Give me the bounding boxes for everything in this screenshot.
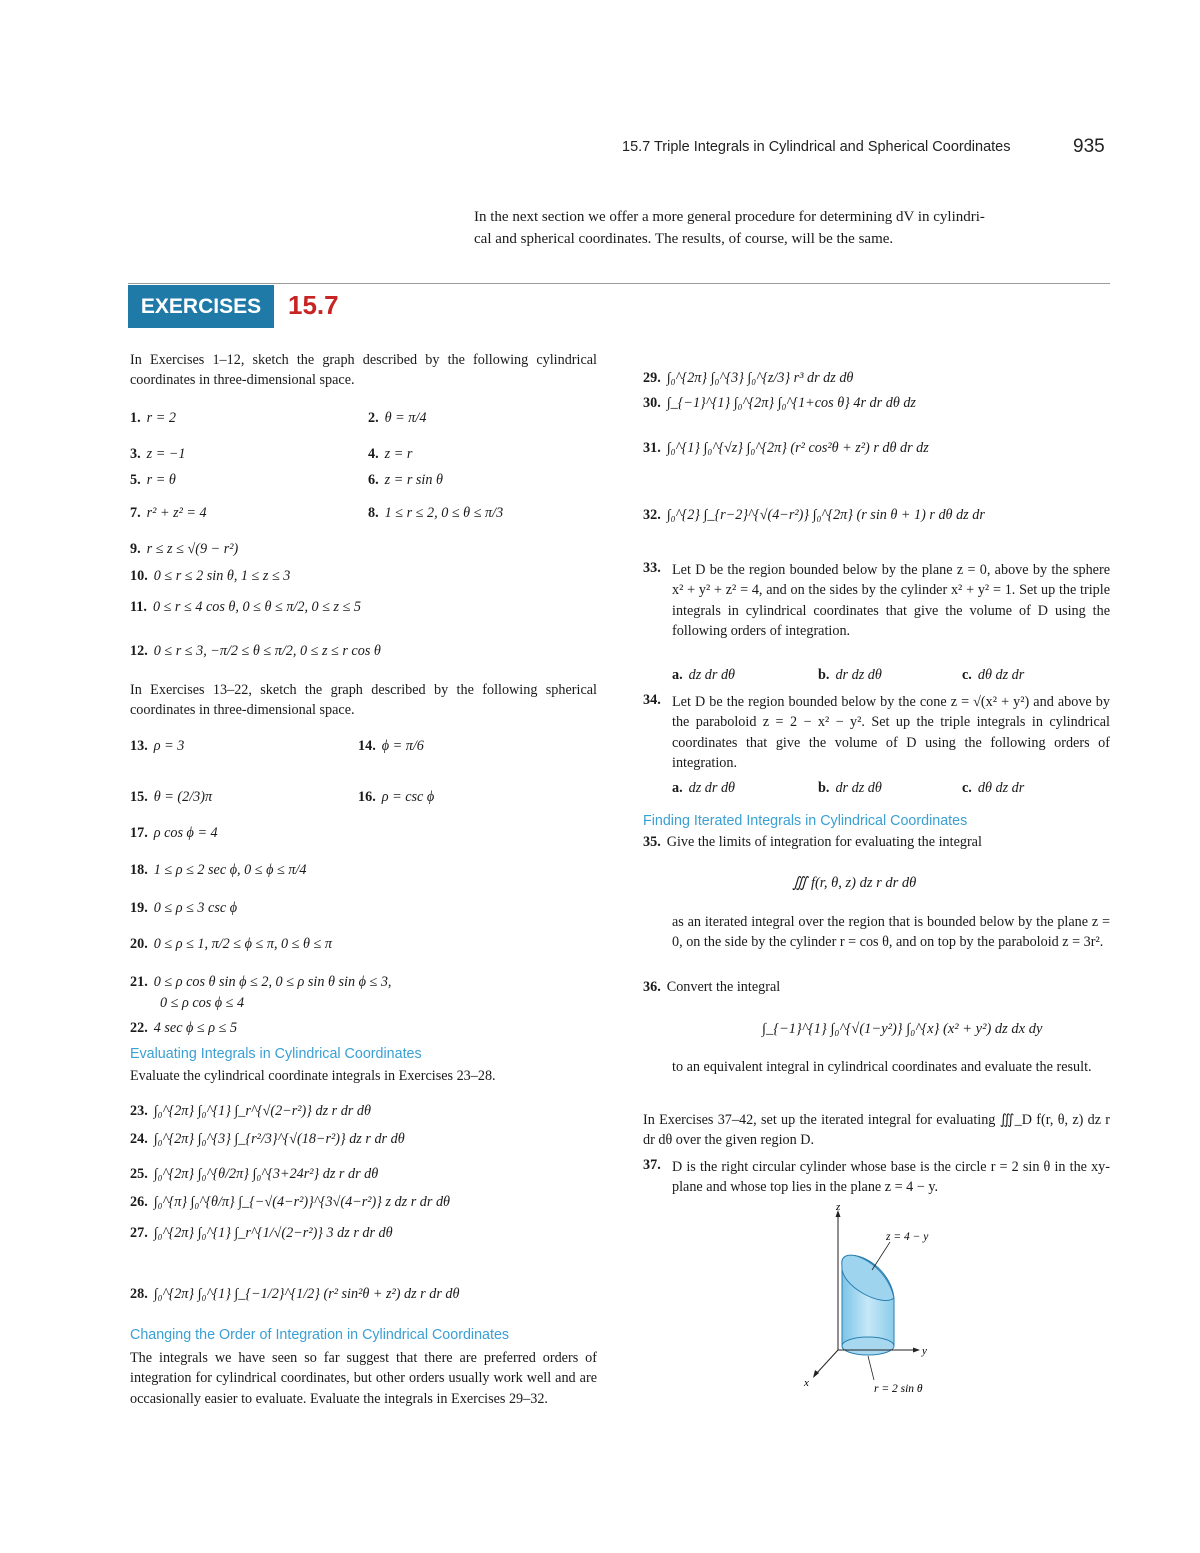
exercise-10: 10. 0 ≤ r ≤ 2 sin θ, 1 ≤ z ≤ 3	[130, 568, 291, 584]
exercise-22: 22. 4 sec ϕ ≤ ρ ≤ 5	[130, 1020, 238, 1036]
page-number: 935	[1073, 136, 1105, 157]
exercise-4-text: z = r	[384, 446, 413, 462]
section-heading-changing-order: Changing the Order of Integration in Cylindrical Coordinates	[130, 1327, 510, 1343]
exercise-33-order-c-text: dθ dz dr	[977, 667, 1025, 683]
exercise-33-order-a: a. dz dr dθ	[672, 667, 736, 683]
exercise-33-order-b: b. dr dz dθ	[818, 667, 882, 683]
exercise-34-order-c-text: dθ dz dr	[977, 780, 1025, 796]
z-axis-label: z	[836, 1201, 841, 1213]
exercise-34-order-c: c. dθ dz dr	[962, 780, 1025, 796]
exercise-7: 7. r² + z² = 4	[130, 505, 207, 521]
exercise-2: 2. θ = π/4	[368, 410, 427, 426]
section-divider	[128, 283, 1110, 284]
base-label-leader	[868, 1356, 874, 1380]
exercise-25: 25. ∫₀^{2π} ∫₀^{θ/2π} ∫₀^{3+24r²} dz r dr dθ	[130, 1166, 379, 1182]
top-label-leader	[872, 1242, 890, 1270]
exercise-11: 11. 0 ≤ r ≤ 4 cos θ, 0 ≤ θ ≤ π/2, 0 ≤ z ≤ 5	[130, 599, 362, 615]
intro-line-2: cal and spherical coordinates. The results, of course, will be the same.	[474, 231, 894, 247]
exercise-22-text: 4 sec ϕ ≤ ρ ≤ 5	[153, 1020, 238, 1036]
exercise-34-number: 34.	[643, 692, 661, 708]
exercise-16-text: ρ = csc ϕ	[381, 789, 435, 805]
exercise-6-text: z = r sin θ	[384, 472, 443, 488]
exercise-34-text: Let D be the region bounded below by the cone z = √(x² + y²) and above by the paraboloid z = 2 − x² − y². Set up the triple integrals in cylindrical coordinates that give the volume of D using the following orders of integration.	[672, 694, 1110, 772]
exercise-5: 5. r = θ	[130, 472, 176, 488]
exercise-9-text: r ≤ z ≤ √(9 − r²)	[146, 541, 239, 557]
exercise-21-text-b: 0 ≤ ρ cos ϕ ≤ 4	[160, 995, 245, 1011]
running-title: 15.7 Triple Integrals in Cylindrical and Spherical Coordinates	[622, 139, 1011, 155]
section-heading-finding-iterated: Finding Iterated Integrals in Cylindrical Coordinates	[643, 813, 968, 829]
intro-line-1: In the next section we offer a more general procedure for determining dV in cylindri-	[474, 209, 985, 225]
exercise-27: 27. ∫₀^{2π} ∫₀^{1} ∫_r^{1/√(2−r²)} 3 dz r dr dθ	[130, 1225, 393, 1241]
exercise-34-order-b: b. dr dz dθ	[818, 780, 882, 796]
exercise-35-continuation: as an iterated integral over the region that is bounded below by the plane z = 0, on the side by the cylinder r = cos θ, and on top by the paraboloid z = 3r².	[672, 914, 1110, 951]
exercise-21-text-a: 0 ≤ ρ cos θ sin ϕ ≤ 2, 0 ≤ ρ sin θ sin ϕ ≤ 3,	[153, 974, 392, 990]
exercise-34-order-a: a. dz dr dθ	[672, 780, 736, 796]
instructions-37-42: In Exercises 37–42, set up the iterated integral for evaluating ∭_D f(r, θ, z) dz r dr dθ over the given region D.	[643, 1112, 1110, 1149]
exercise-33-number: 33.	[643, 560, 661, 576]
exercise-23-text: ∫₀^{2π} ∫₀^{1} ∫_r^{√(2−r²)} dz r dr dθ	[153, 1103, 371, 1119]
exercise-36-text: Convert the integral	[666, 979, 781, 995]
exercise-35-integral	[792, 875, 916, 892]
paragraph-29-32: The integrals we have seen so far suggest that there are preferred orders of integration for cylindrical coordinates, but other orders usually work well and are occasionally easier to evaluate. Evaluate the integrals in Exercises 29–32.	[130, 1350, 597, 1407]
exercises-number: 15.7	[288, 290, 339, 320]
exercise-3-text: z = −1	[146, 446, 186, 462]
exercise-36-integral-text: ∫_{−1}^{1} ∫₀^{√(1−y²)} ∫₀^{x} (x² + y²) dz dx dy	[762, 1021, 1043, 1037]
exercise-8: 8. 1 ≤ r ≤ 2, 0 ≤ θ ≤ π/3	[368, 505, 504, 521]
exercise-32-text: ∫₀^{2} ∫_{r−2}^{√(4−r²)} ∫₀^{2π} (r sin θ + 1) r dθ dz dr	[666, 507, 985, 523]
exercise-30: 30. ∫_{−1}^{1} ∫₀^{2π} ∫₀^{1+cos θ} 4r dr dθ dz	[643, 395, 916, 411]
exercise-25-text: ∫₀^{2π} ∫₀^{θ/2π} ∫₀^{3+24r²} dz r dr dθ	[153, 1166, 379, 1182]
exercise-34-order-b-text: dr dz dθ	[835, 780, 882, 796]
instructions-23-28: Evaluate the cylindrical coordinate integrals in Exercises 23–28.	[130, 1068, 496, 1084]
intro-paragraph	[474, 206, 1110, 250]
exercise-19-text: 0 ≤ ρ ≤ 3 csc ϕ	[153, 900, 238, 916]
exercise-16: 16. ρ = csc ϕ	[358, 789, 435, 805]
exercise-35-text: Give the limits of integration for evaluating the integral	[666, 834, 982, 850]
exercise-24: 24. ∫₀^{2π} ∫₀^{3} ∫_{r²/3}^{√(18−r²)} dz r dr dθ	[130, 1131, 405, 1147]
exercise-20-text: 0 ≤ ρ ≤ 1, π/2 ≤ ϕ ≤ π, 0 ≤ θ ≤ π	[153, 936, 332, 952]
exercise-13-text: ρ = 3	[153, 738, 185, 754]
exercise-30-text: ∫_{−1}^{1} ∫₀^{2π} ∫₀^{1+cos θ} 4r dr dθ dz	[666, 395, 916, 411]
cylinder-figure	[790, 1200, 970, 1400]
instructions-13-22: In Exercises 13–22, sketch the graph described by the following spherical coordinates in three-dimensional space.	[130, 682, 597, 719]
exercise-18-text: 1 ≤ ρ ≤ 2 sec ϕ, 0 ≤ ϕ ≤ π/4	[153, 862, 307, 878]
exercise-14: 14. ϕ = π/6	[358, 738, 424, 754]
exercise-36: 36. Convert the integral	[643, 979, 781, 995]
exercise-37-number: 37.	[643, 1157, 661, 1173]
exercise-36-continuation: to an equivalent integral in cylindrical coordinates and evaluate the result.	[672, 1059, 1092, 1075]
exercise-7-text: r² + z² = 4	[146, 505, 207, 521]
exercise-12-text: 0 ≤ r ≤ 3, −π/2 ≤ θ ≤ π/2, 0 ≤ z ≤ r cos θ	[153, 643, 381, 659]
exercise-35-integral-text: ∭ f(r, θ, z) dz r dr dθ	[792, 875, 917, 891]
exercise-19: 19. 0 ≤ ρ ≤ 3 csc ϕ	[130, 900, 238, 916]
exercise-18: 18. 1 ≤ ρ ≤ 2 sec ϕ, 0 ≤ ϕ ≤ π/4	[130, 862, 307, 878]
exercise-8-text: 1 ≤ r ≤ 2, 0 ≤ θ ≤ π/3	[384, 505, 504, 521]
cylinder-base	[842, 1337, 894, 1355]
exercise-33-order-c: c. dθ dz dr	[962, 667, 1025, 683]
exercise-20: 20. 0 ≤ ρ ≤ 1, π/2 ≤ ϕ ≤ π, 0 ≤ θ ≤ π	[130, 936, 332, 952]
exercise-21: 21. 0 ≤ ρ cos θ sin ϕ ≤ 2, 0 ≤ ρ sin θ sin ϕ ≤ 3,	[130, 974, 392, 990]
exercise-12: 12. 0 ≤ r ≤ 3, −π/2 ≤ θ ≤ π/2, 0 ≤ z ≤ r cos θ	[130, 643, 381, 659]
exercise-4: 4. z = r	[368, 446, 413, 462]
y-axis-label: y	[922, 1345, 927, 1357]
exercise-17-text: ρ cos ϕ = 4	[153, 825, 218, 841]
exercise-27-text: ∫₀^{2π} ∫₀^{1} ∫_r^{1/√(2−r²)} 3 dz r dr dθ	[153, 1225, 393, 1241]
exercise-23: 23. ∫₀^{2π} ∫₀^{1} ∫_r^{√(2−r²)} dz r dr dθ	[130, 1103, 371, 1119]
x-axis-label: x	[804, 1377, 809, 1389]
exercise-17: 17. ρ cos ϕ = 4	[130, 825, 218, 841]
exercise-32: 32. ∫₀^{2} ∫_{r−2}^{√(4−r²)} ∫₀^{2π} (r sin θ + 1) r dθ dz dr	[643, 507, 985, 523]
exercise-29-text: ∫₀^{2π} ∫₀^{3} ∫₀^{z/3} r³ dr dz dθ	[666, 370, 854, 386]
exercise-9: 9. r ≤ z ≤ √(9 − r²)	[130, 541, 239, 557]
exercise-2-text: θ = π/4	[384, 410, 427, 426]
exercise-14-text: ϕ = π/6	[381, 738, 424, 754]
exercises-banner: EXERCISES	[128, 285, 274, 328]
exercise-33-text: Let D be the region bounded below by the plane z = 0, above by the sphere x² + y² + z² = 4, and on the sides by the cylinder x² + y² = 1. Set up the triple integrals in cylindrical coordinates that give the volume of D using the following orders of integration.	[672, 562, 1110, 640]
exercise-6: 6. z = r sin θ	[368, 472, 443, 488]
exercise-31-text: ∫₀^{1} ∫₀^{√z} ∫₀^{2π} (r² cos²θ + z²) r dθ dr dz	[666, 440, 929, 456]
exercise-21-line-2	[160, 995, 244, 1012]
base-circle-label: r = 2 sin θ	[874, 1383, 923, 1395]
exercise-29: 29. ∫₀^{2π} ∫₀^{3} ∫₀^{z/3} r³ dr dz dθ	[643, 370, 854, 386]
exercise-1-text: r = 2	[146, 410, 176, 426]
y-axis-arrow-icon	[913, 1348, 920, 1353]
exercise-33-order-b-text: dr dz dθ	[835, 667, 882, 683]
instructions-1-12: In Exercises 1–12, sketch the graph described by the following cylindrical coordinates in three-dimensional space.	[130, 352, 597, 389]
exercise-28: 28. ∫₀^{2π} ∫₀^{1} ∫_{−1/2}^{1/2} (r² sin²θ + z²) dz r dr dθ	[130, 1286, 460, 1302]
exercise-15: 15. θ = (2/3)π	[130, 789, 213, 805]
exercise-5-text: r = θ	[146, 472, 176, 488]
exercise-37-text: D is the right circular cylinder whose base is the circle r = 2 sin θ in the xy-plane and whose top lies in the plane z = 4 − y.	[672, 1159, 1110, 1196]
exercise-15-text: θ = (2/3)π	[153, 789, 213, 805]
top-plane-label: z = 4 − y	[886, 1231, 929, 1243]
exercise-13: 13. ρ = 3	[130, 738, 185, 754]
exercise-10-text: 0 ≤ r ≤ 2 sin θ, 1 ≤ z ≤ 3	[153, 568, 291, 584]
exercise-26: 26. ∫₀^{π} ∫₀^{θ/π} ∫_{−√(4−r²)}^{3√(4−r²)} z dz r dr dθ	[130, 1194, 451, 1210]
exercise-1: 1. r = 2	[130, 410, 176, 426]
section-heading-evaluating: Evaluating Integrals in Cylindrical Coordinates	[130, 1046, 422, 1062]
exercise-11-text: 0 ≤ r ≤ 4 cos θ, 0 ≤ θ ≤ π/2, 0 ≤ z ≤ 5	[152, 599, 362, 615]
exercise-3: 3. z = −1	[130, 446, 186, 462]
exercise-28-text: ∫₀^{2π} ∫₀^{1} ∫_{−1/2}^{1/2} (r² sin²θ + z²) dz r dr dθ	[153, 1286, 460, 1302]
exercise-26-text: ∫₀^{π} ∫₀^{θ/π} ∫_{−√(4−r²)}^{3√(4−r²)} z dz r dr dθ	[153, 1194, 451, 1210]
exercise-34-order-a-text: dz dr dθ	[688, 780, 736, 796]
exercise-24-text: ∫₀^{2π} ∫₀^{3} ∫_{r²/3}^{√(18−r²)} dz r dr dθ	[153, 1131, 405, 1147]
exercise-35: 35. Give the limits of integration for evaluating the integral	[643, 834, 982, 850]
exercise-31: 31. ∫₀^{1} ∫₀^{√z} ∫₀^{2π} (r² cos²θ + z²) r dθ dr dz	[643, 440, 929, 456]
exercise-36-integral	[762, 1021, 1042, 1038]
x-axis	[816, 1350, 838, 1374]
exercise-33-order-a-text: dz dr dθ	[688, 667, 736, 683]
